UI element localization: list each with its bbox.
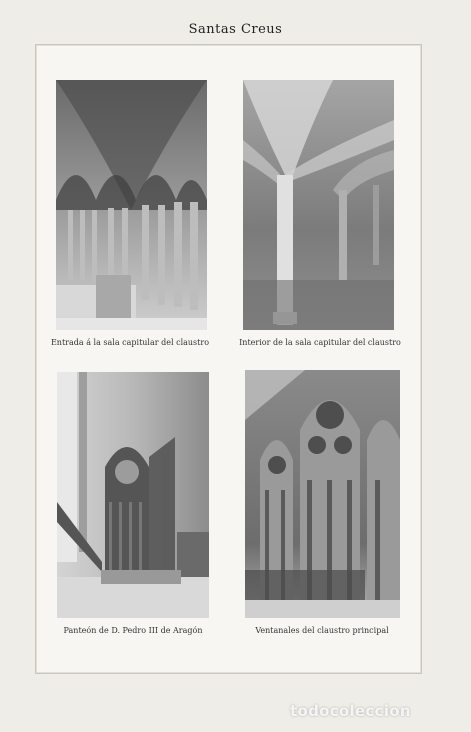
caption-interior-sala-capitular: Interior de la sala capitular del claustro xyxy=(239,338,401,347)
photo-interior-sala-capitular xyxy=(243,80,394,330)
photo-entrada-sala-capitular xyxy=(56,80,207,330)
caption-panteon-pedro-iii: Panteón de D. Pedro III de Aragón xyxy=(63,626,203,635)
watermark: todocoleccion xyxy=(290,702,411,720)
page-title: Santas Creus xyxy=(188,22,283,37)
caption-entrada-sala-capitular: Entrada á la sala capitular del claustro xyxy=(50,338,210,347)
photo-panteon-pedro-iii xyxy=(57,372,209,618)
photo-ventanales-claustro xyxy=(245,370,400,618)
caption-ventanales-claustro: Ventanales del claustro principal xyxy=(255,626,389,635)
